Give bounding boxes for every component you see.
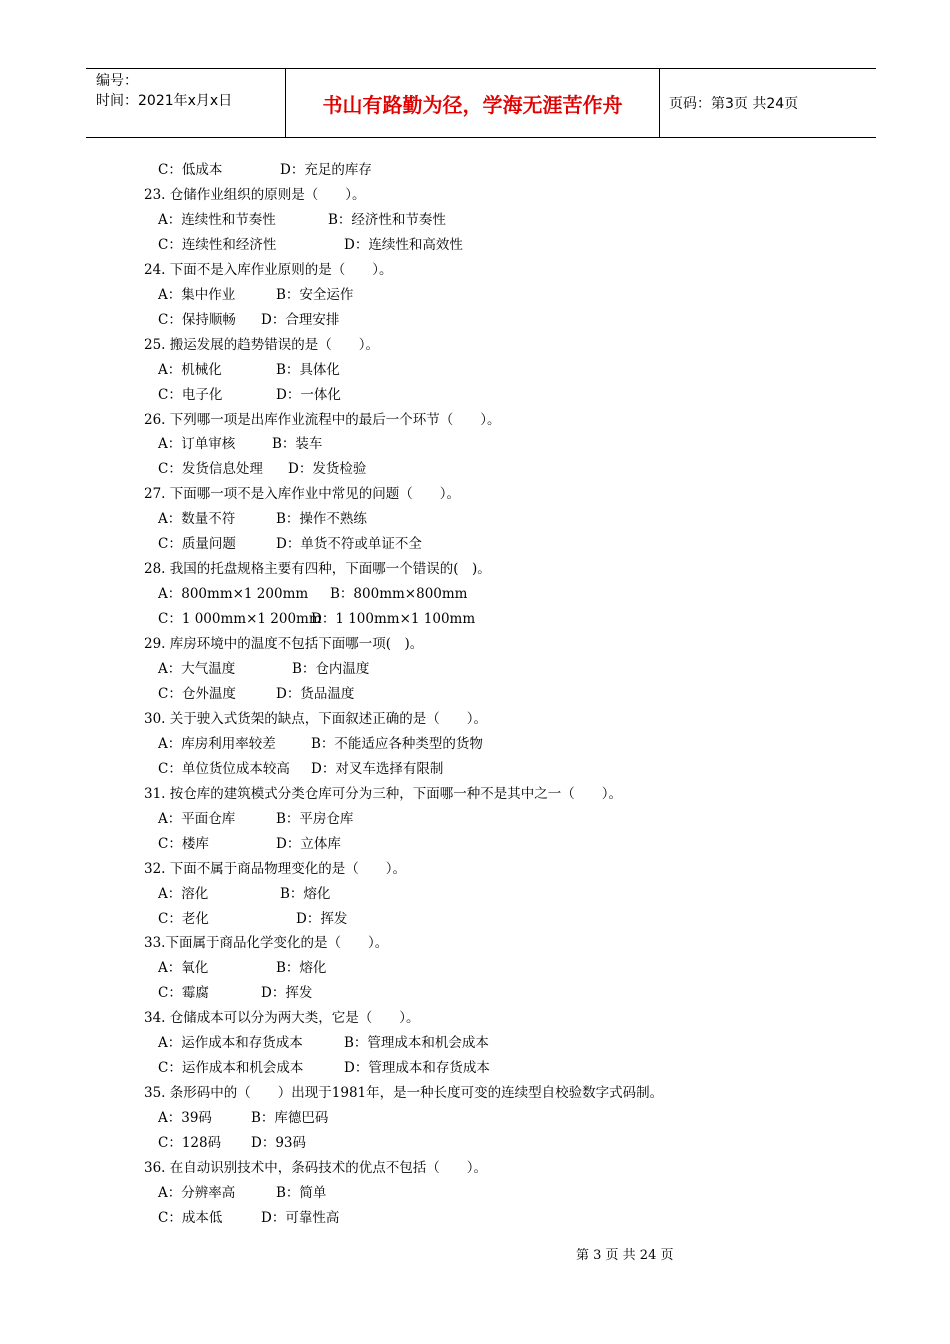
question-stem: 23. 仓储作业组织的原则是（ ）。: [144, 186, 366, 203]
question-stem: 24. 下面不是入库作业原则的是（ ）。: [144, 261, 393, 278]
option-a: A：机械化: [158, 361, 222, 378]
option-a: C：仓外温度: [158, 685, 236, 702]
option-row: [158, 208, 446, 232]
option-a: A：大气温度: [158, 661, 236, 677]
option-a: C：1 000mm×1 200mm: [158, 611, 322, 628]
question-stem: 31. 按仓库的建筑模式分类仓库可分为三种，下面哪一种不是其中之一（ ）。: [144, 785, 623, 802]
header-serial: 编号：: [96, 73, 138, 89]
question-stem: 35. 条形码中的（ ）出现于1981年，是一种长度可变的连续型自校验数字式码制。: [144, 1085, 664, 1102]
option-b: B：经济性和节奏性: [328, 211, 446, 228]
option-a: A：平面仓库: [158, 810, 236, 827]
option-row: [158, 1181, 327, 1205]
option-row: [158, 158, 372, 182]
option-b: D：挥发: [296, 910, 348, 927]
question-stem: 25. 搬运发展的趋势错误的是（ ）。: [144, 336, 380, 353]
option-b: D：挥发: [261, 985, 313, 1002]
option-a: A：分辨率高: [158, 1184, 236, 1201]
option-a: A：连续性和节奏性: [158, 211, 276, 228]
header-meta: [86, 69, 286, 137]
option-b: B：800mm×800mm: [330, 586, 468, 603]
option-row: [158, 981, 313, 1005]
option-a: C：成本低: [158, 1209, 223, 1226]
option-a: C：低成本: [158, 162, 223, 178]
question-stem: 34. 仓储成本可以分为两大类，它是（ ）。: [144, 1010, 420, 1027]
question-stem: 36. 在自动识别技术中，条码技术的优点不包括（ ）。: [144, 1160, 488, 1176]
option-row: [158, 358, 340, 382]
question-stem: 32. 下面不属于商品物理变化的是（ ）。: [144, 860, 407, 877]
option-a: A：订单审核: [158, 436, 236, 453]
question-stem: 26. 下列哪一项是出库作业流程中的最后一个环节（ ）。: [144, 411, 501, 428]
option-row: [158, 757, 444, 781]
option-row: [158, 1031, 489, 1055]
option-row: [158, 1131, 307, 1155]
option-b: B：安全运作: [276, 286, 354, 303]
option-a: A：数量不符: [158, 511, 236, 528]
option-row: [158, 1106, 329, 1130]
option-b: D：可靠性高: [261, 1209, 340, 1226]
option-row: [158, 607, 476, 631]
option-row: [158, 1056, 490, 1080]
option-row: [158, 882, 331, 906]
option-row: [158, 507, 367, 531]
option-b: B：熔化: [280, 885, 331, 902]
option-b: D：发货检验: [288, 461, 367, 478]
option-b: B：简单: [276, 1184, 327, 1201]
option-a: C：发货信息处理: [158, 461, 263, 478]
option-a: C：连续性和经济性: [158, 236, 277, 253]
option-b: B：装车: [272, 436, 323, 453]
option-row: [158, 1206, 340, 1230]
option-a: C：楼库: [158, 835, 209, 852]
option-a: C：保持顺畅: [158, 311, 236, 328]
option-b: D：单货不符或单证不全: [276, 536, 422, 553]
header-date: 时间：2021年x月x日: [96, 93, 233, 109]
option-b: B：操作不熟练: [276, 511, 367, 528]
option-b: D：货品温度: [276, 685, 355, 702]
option-b: D：连续性和高效性: [344, 236, 463, 253]
option-a: A：氧化: [158, 960, 209, 977]
option-b: B：熔化: [276, 960, 327, 977]
option-row: [158, 732, 483, 756]
option-a: A：800mm×1 200mm: [158, 586, 309, 603]
option-b: D：1 100mm×1 100mm: [311, 611, 476, 628]
question-stem: 29. 库房环境中的温度不包括下面哪一项( )。: [144, 636, 424, 653]
page-header: [86, 68, 876, 138]
option-row: [158, 457, 367, 481]
option-row: [158, 383, 341, 407]
option-b: D：合理安排: [261, 311, 340, 328]
option-a: C：老化: [158, 910, 209, 927]
footer-page-number: 第 3 页 共 24 页: [576, 1248, 674, 1263]
option-a: C：质量问题: [158, 536, 236, 553]
option-b: D：93码: [251, 1135, 307, 1152]
question-stem: 33.下面属于商品化学变化的是（ ）。: [144, 935, 389, 952]
option-row: [158, 582, 468, 606]
option-row: [158, 807, 354, 831]
option-b: D：管理成本和存货成本: [344, 1060, 490, 1077]
option-a: C：运作成本和机会成本: [158, 1060, 304, 1077]
option-a: A：库房利用率较差: [158, 735, 276, 752]
option-a: A：集中作业: [158, 286, 236, 303]
option-row: [158, 657, 370, 681]
option-row: [158, 432, 323, 456]
option-a: C：电子化: [158, 386, 223, 403]
header-motto: 书山有路勤为径，学海无涯苦作舟: [286, 69, 660, 137]
option-row: [158, 308, 340, 332]
option-row: [158, 233, 463, 257]
option-a: A：溶化: [158, 885, 209, 902]
option-b: B：仓内温度: [292, 661, 370, 677]
option-row: [158, 682, 355, 706]
option-b: D：立体库: [276, 835, 341, 852]
option-b: B：库德巴码: [251, 1110, 329, 1127]
question-stem: 30. 关于驶入式货架的缺点，下面叙述正确的是（ ）。: [144, 710, 488, 727]
option-b: D：对叉车选择有限制: [311, 760, 444, 777]
option-a: A：运作成本和存货成本: [158, 1035, 303, 1052]
option-a: C：单位货位成本较高: [158, 760, 290, 777]
option-a: C：霉腐: [158, 985, 209, 1002]
option-row: [158, 907, 348, 931]
header-page-info: 页码：第3页 共24页: [669, 96, 799, 112]
option-row: [158, 956, 327, 980]
option-a: C：128码: [158, 1135, 222, 1152]
option-b: D：充足的库存: [280, 162, 372, 178]
option-row: [158, 832, 341, 856]
question-stem: 27. 下面哪一项不是入库作业中常见的问题（ ）。: [144, 486, 461, 503]
option-b: B：管理成本和机会成本: [344, 1035, 489, 1052]
option-b: B：平房仓库: [276, 810, 354, 827]
option-row: [158, 283, 354, 307]
option-row: [158, 532, 422, 556]
question-stem: 28. 我国的托盘规格主要有四种，下面哪一个错误的( )。: [144, 561, 491, 578]
option-a: A：39码: [158, 1110, 212, 1127]
option-b: B：不能适应各种类型的货物: [311, 735, 483, 752]
option-b: D：一体化: [276, 386, 341, 403]
option-b: B：具体化: [276, 361, 340, 378]
